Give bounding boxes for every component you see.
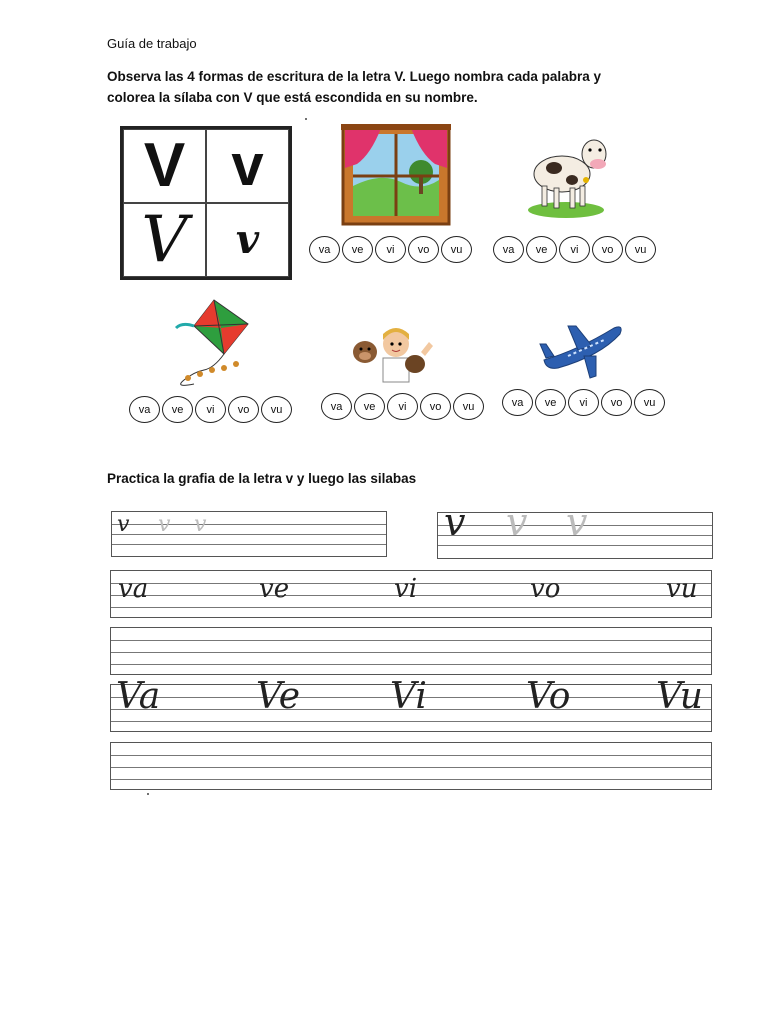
practice-lines-letter-left[interactable] — [111, 511, 387, 557]
syllable-vo[interactable]: vo — [601, 389, 632, 416]
lowercase-syllable-ve: ve — [259, 574, 290, 604]
practice-lines-empty-2[interactable] — [110, 742, 712, 790]
trace-letter-large-ghost: v — [566, 500, 588, 544]
syllable-va[interactable]: va — [502, 389, 533, 416]
lowercase-syllable-vi: vi — [394, 574, 418, 604]
letter-form-lower-print: v — [206, 129, 289, 203]
uppercase-syllable-vu: Vu — [656, 676, 703, 717]
syllable-va[interactable]: va — [129, 396, 160, 423]
syllable-vi[interactable]: vi — [195, 396, 226, 423]
stray-mark — [147, 793, 149, 795]
syllable-vu[interactable]: vu — [634, 389, 665, 416]
syllable-vi[interactable]: vi — [387, 393, 418, 420]
trace-letter: v — [117, 512, 130, 537]
trace-letter-ghost: v — [158, 512, 171, 537]
lowercase-syllable-vu: vu — [666, 574, 698, 604]
syllable-va[interactable]: va — [309, 236, 340, 263]
trace-letter-large-ghost: v — [506, 500, 528, 544]
cow-picture — [526, 132, 612, 220]
syllable-ve[interactable]: ve — [342, 236, 373, 263]
uppercase-syllable-vo: Vo — [526, 676, 571, 717]
trace-letter-ghost: v — [194, 512, 207, 537]
letter-forms-grid — [120, 126, 292, 280]
syllable-va[interactable]: va — [493, 236, 524, 263]
uppercase-syllable-ve: Ve — [256, 676, 300, 717]
syllable-row-airplane — [502, 389, 665, 416]
instructions — [107, 66, 667, 108]
syllable-vi[interactable]: vi — [559, 236, 590, 263]
syllable-vo[interactable]: vo — [408, 236, 439, 263]
syllable-ve[interactable]: ve — [535, 389, 566, 416]
syllable-ve[interactable]: ve — [354, 393, 385, 420]
syllable-va[interactable]: va — [321, 393, 352, 420]
stray-mark — [305, 118, 307, 120]
letter-form-upper-cursive: V — [123, 203, 206, 277]
instruction-line-1: Observa las 4 formas de escritura de la letra V. Luego nombra cada palabra y — [107, 69, 601, 84]
practice-lines-empty-1[interactable] — [110, 627, 712, 675]
lowercase-syllable-va: va — [118, 574, 149, 604]
airplane-picture — [538, 320, 624, 380]
window-picture — [341, 124, 451, 226]
trace-letter-large: v — [444, 500, 466, 544]
letter-form-upper-print: V — [123, 129, 206, 203]
vet-picture — [351, 322, 441, 384]
syllable-vu[interactable]: vu — [625, 236, 656, 263]
document-title: Guía de trabajo — [107, 36, 197, 51]
syllable-vi[interactable]: vi — [568, 389, 599, 416]
syllable-row-window — [309, 236, 472, 263]
lowercase-syllable-vo: vo — [530, 574, 561, 604]
kite-picture — [174, 298, 250, 386]
syllable-row-vet — [321, 393, 484, 420]
instruction-line-2: colorea la sílaba con V que está escondida en su nombre. — [107, 90, 478, 105]
syllable-vu[interactable]: vu — [453, 393, 484, 420]
syllable-vo[interactable]: vo — [592, 236, 623, 263]
practice-title: Practica la grafia de la letra v y luego las silabas — [107, 471, 417, 486]
syllable-row-kite — [129, 396, 292, 423]
syllable-row-cow — [493, 236, 656, 263]
syllable-ve[interactable]: ve — [526, 236, 557, 263]
letter-form-lower-cursive: v — [206, 203, 289, 277]
syllable-vu[interactable]: vu — [441, 236, 472, 263]
uppercase-syllable-vi: Vi — [390, 676, 427, 717]
syllable-vu[interactable]: vu — [261, 396, 292, 423]
uppercase-syllable-va: Va — [116, 676, 161, 717]
syllable-ve[interactable]: ve — [162, 396, 193, 423]
syllable-vi[interactable]: vi — [375, 236, 406, 263]
syllable-vo[interactable]: vo — [420, 393, 451, 420]
syllable-vo[interactable]: vo — [228, 396, 259, 423]
